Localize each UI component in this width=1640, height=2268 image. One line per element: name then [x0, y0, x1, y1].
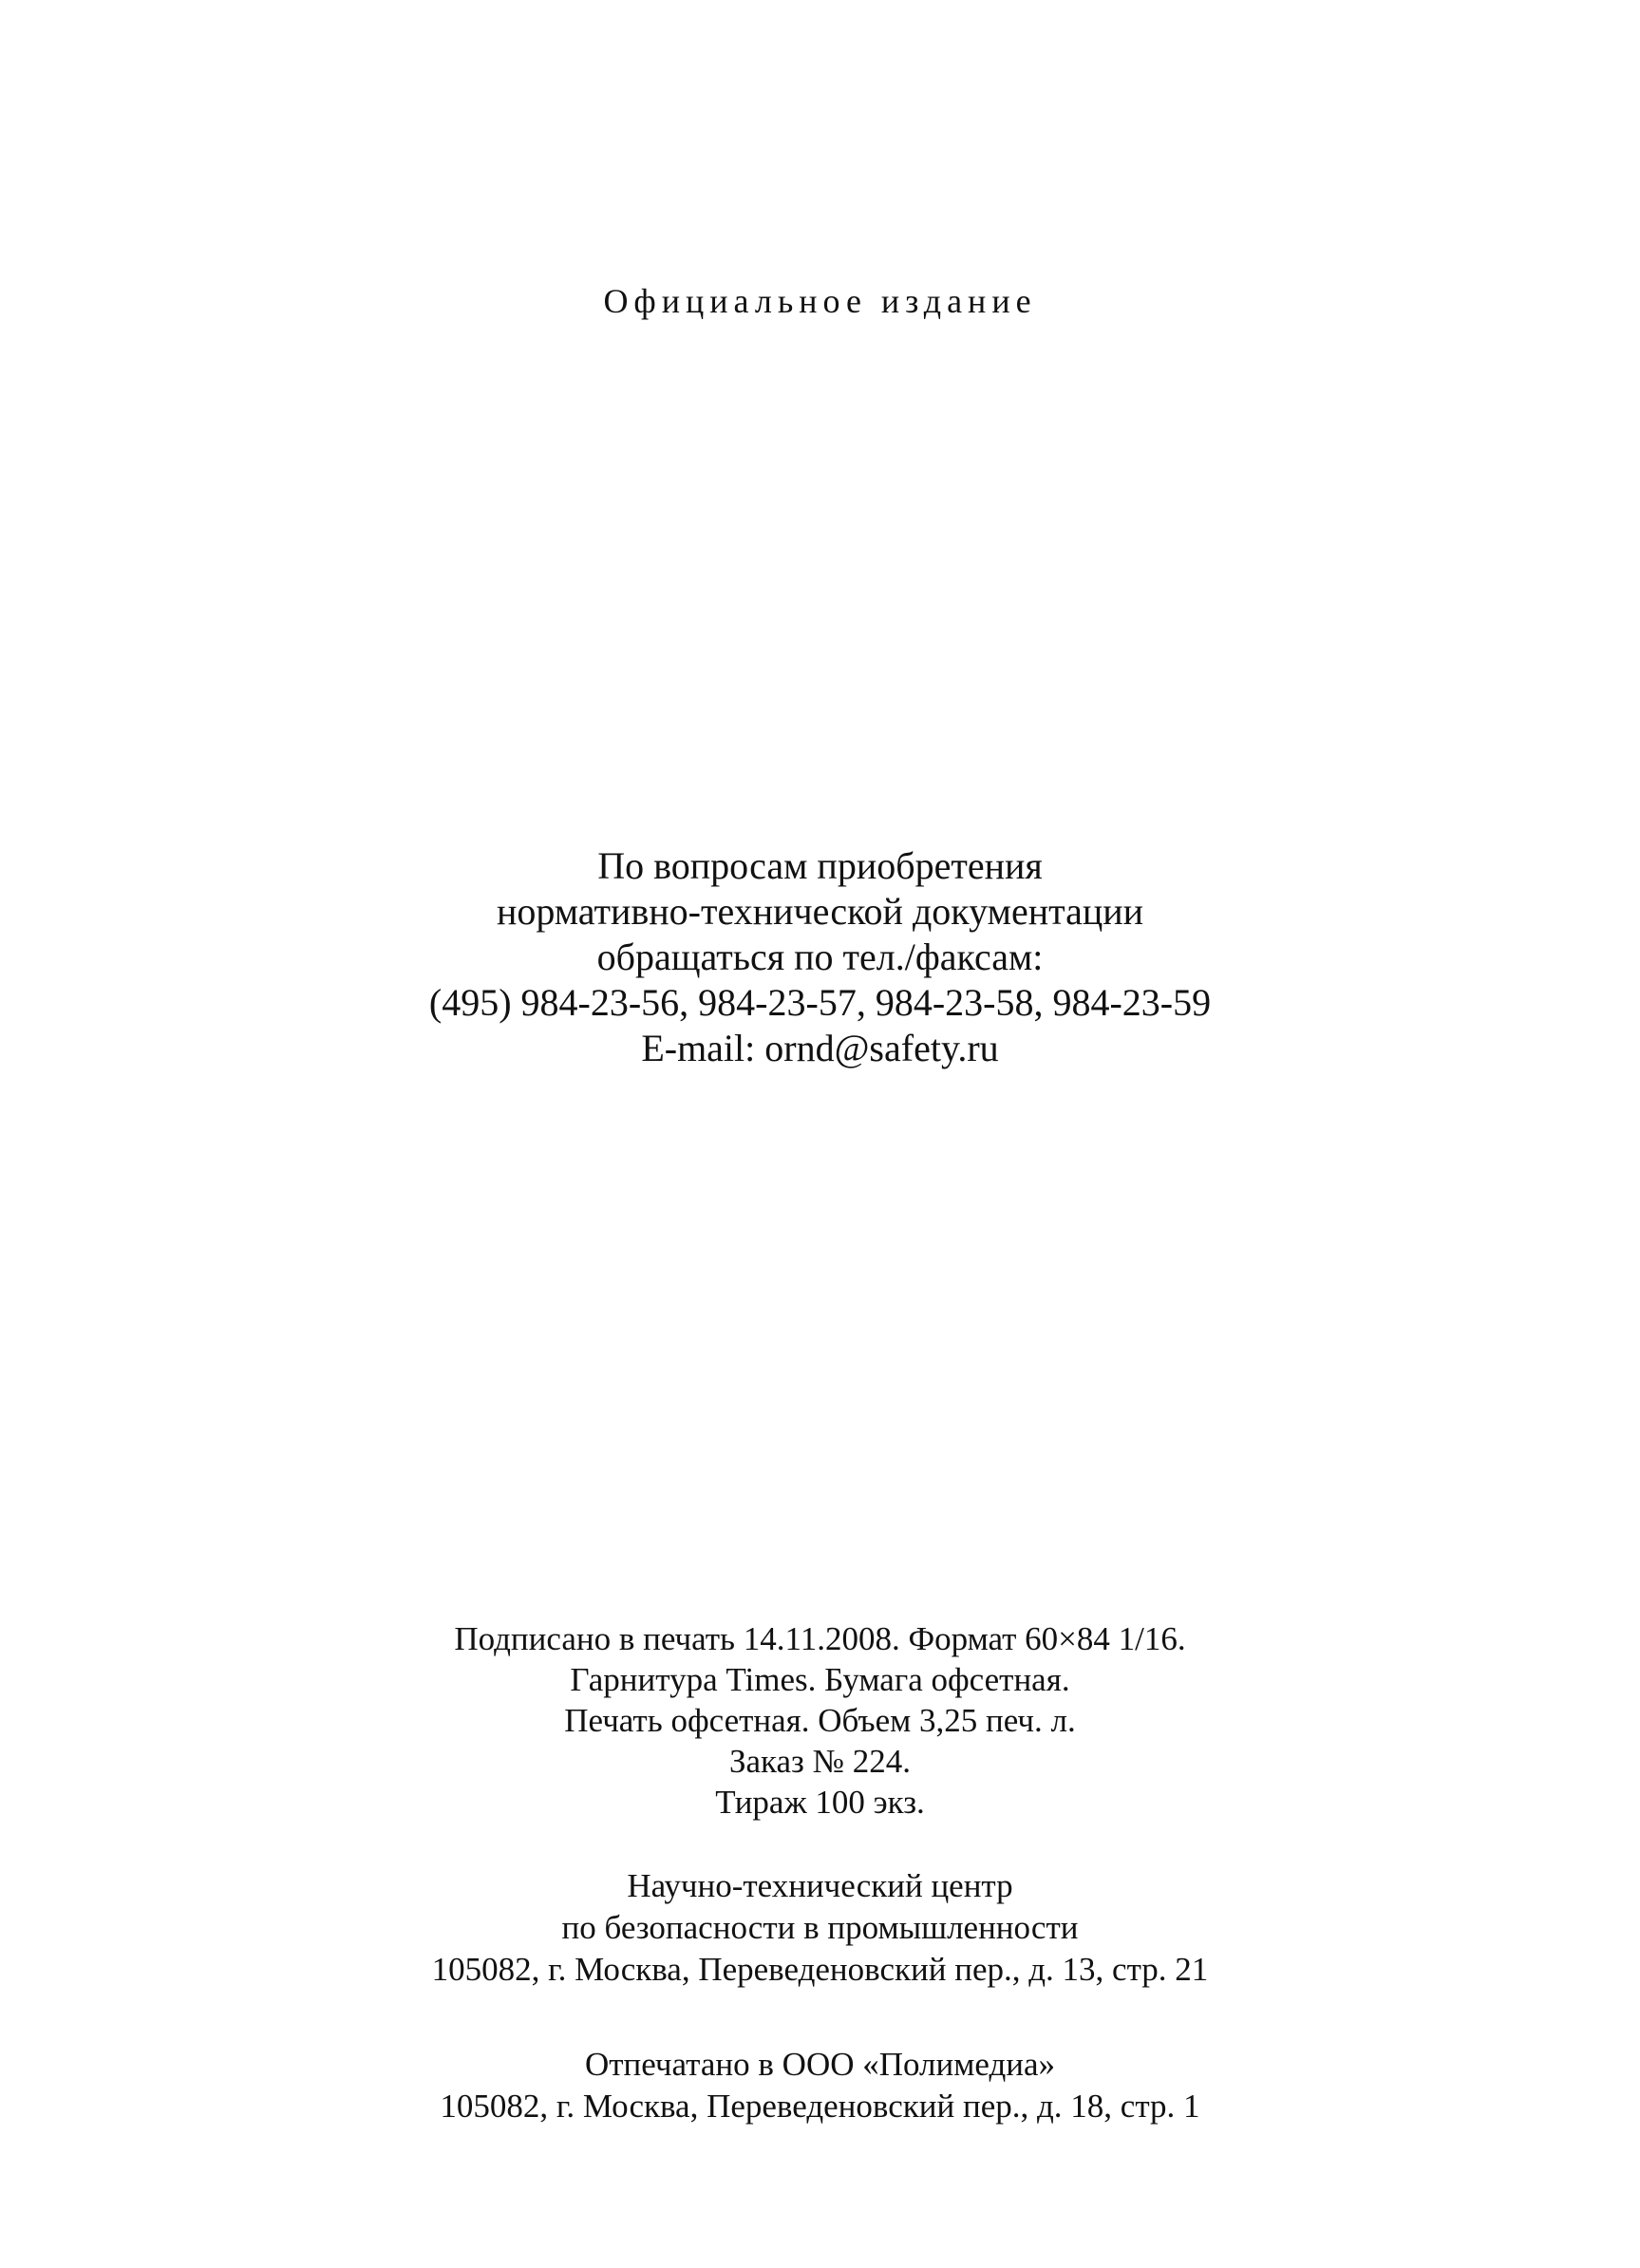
imprint-line-5: Тираж 100 экз. [715, 1784, 925, 1821]
imprint-line-3: Печать офсетная. Объем 3,25 печ. л. [564, 1702, 1076, 1739]
print-imprint-block [0, 1618, 1640, 1823]
printer-block [0, 2044, 1640, 2127]
contacts-line-3: обращаться по тел./факсам: [596, 936, 1044, 978]
publisher-line-1: Научно-технический центр [627, 1867, 1013, 1904]
contacts-line-2: нормативно-технической документации [496, 890, 1144, 933]
purchase-contacts-block [0, 843, 1640, 1071]
imprint-line-4: Заказ № 224. [728, 1743, 912, 1780]
publisher-address: 105082, г. Москва, Переведеновский пер., д. 13, стр. 21 [431, 1951, 1209, 1988]
printer-line-1: Отпечатано в ООО «Полимедиа» [584, 2046, 1056, 2083]
official-edition-text: Официальное издание [603, 282, 1037, 320]
official-edition-label [0, 281, 1640, 321]
printer-address: 105082, г. Москва, Переведеновский пер., д. 18, стр. 1 [440, 2088, 1200, 2125]
contacts-line-1: По вопросам приобретения [597, 844, 1043, 887]
contacts-phones: (495) 984-23-56, 984-23-57, 984-23-58, 984-23-59 [428, 981, 1212, 1024]
publisher-line-2: по безопасности в промышленности [561, 1909, 1079, 1946]
imprint-line-1: Подписано в печать 14.11.2008. Формат 60×84 1/16. [454, 1620, 1186, 1657]
publisher-block [0, 1865, 1640, 1991]
imprint-line-2: Гарнитура Times. Бумага офсетная. [570, 1661, 1070, 1698]
contacts-email: E-mail: ornd@safety.ru [641, 1027, 999, 1069]
